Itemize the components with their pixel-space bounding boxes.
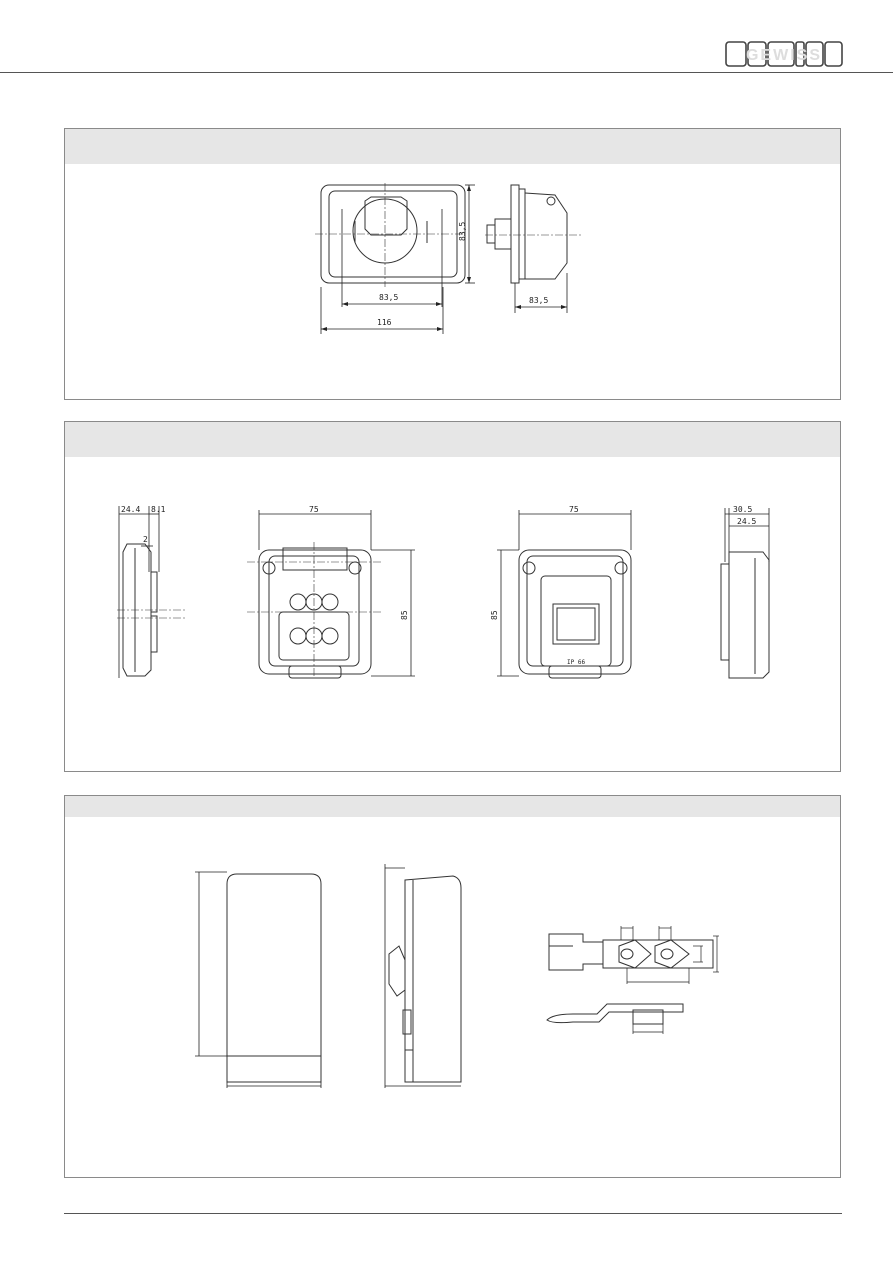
top-rule: [0, 72, 893, 73]
dim-front-right-height: 85: [490, 610, 499, 620]
cover-side: [379, 860, 479, 1090]
dim-side-left-d1: 24.4: [121, 505, 141, 514]
dim-front-left-width: 75: [309, 505, 319, 514]
section-2-header: [65, 422, 840, 457]
section-3-header: [65, 796, 840, 817]
dim-side-left-d2: 8.1: [151, 505, 166, 514]
mark-ip66: IP 66: [567, 659, 586, 666]
dim-depth: 83,5: [529, 296, 549, 305]
enclosure-side-right: [715, 502, 785, 682]
dim-side-right-d2: 24.5: [737, 517, 757, 526]
dim-inner-width: 83,5: [379, 293, 399, 302]
enclosure-side-left: [113, 502, 193, 682]
cover-front: [191, 860, 331, 1090]
hinge-detail: [543, 906, 743, 1046]
dim-outer-width: 116: [377, 318, 392, 327]
dim-side-left-d3: 2: [143, 535, 148, 544]
gewiss-logo: [724, 38, 844, 70]
gewiss-logo-text: GEWISS: [745, 47, 823, 64]
section-1-header: [65, 129, 840, 164]
dim-side-right-d1: 30.5: [733, 505, 753, 514]
dim-front-right-width: 75: [569, 505, 579, 514]
drawing-section-3: [64, 795, 841, 1178]
frame-drawing-front: [315, 179, 485, 339]
enclosure-front-left: [243, 502, 423, 682]
dim-front-left-height: 85: [400, 610, 409, 620]
drawing-section-1: [64, 128, 841, 400]
frame-drawing-side: [485, 183, 585, 313]
dim-height: 83,5: [458, 221, 467, 241]
drawing-section-2: [64, 421, 841, 772]
enclosure-front-right: [490, 502, 643, 682]
bottom-rule: [64, 1213, 842, 1214]
